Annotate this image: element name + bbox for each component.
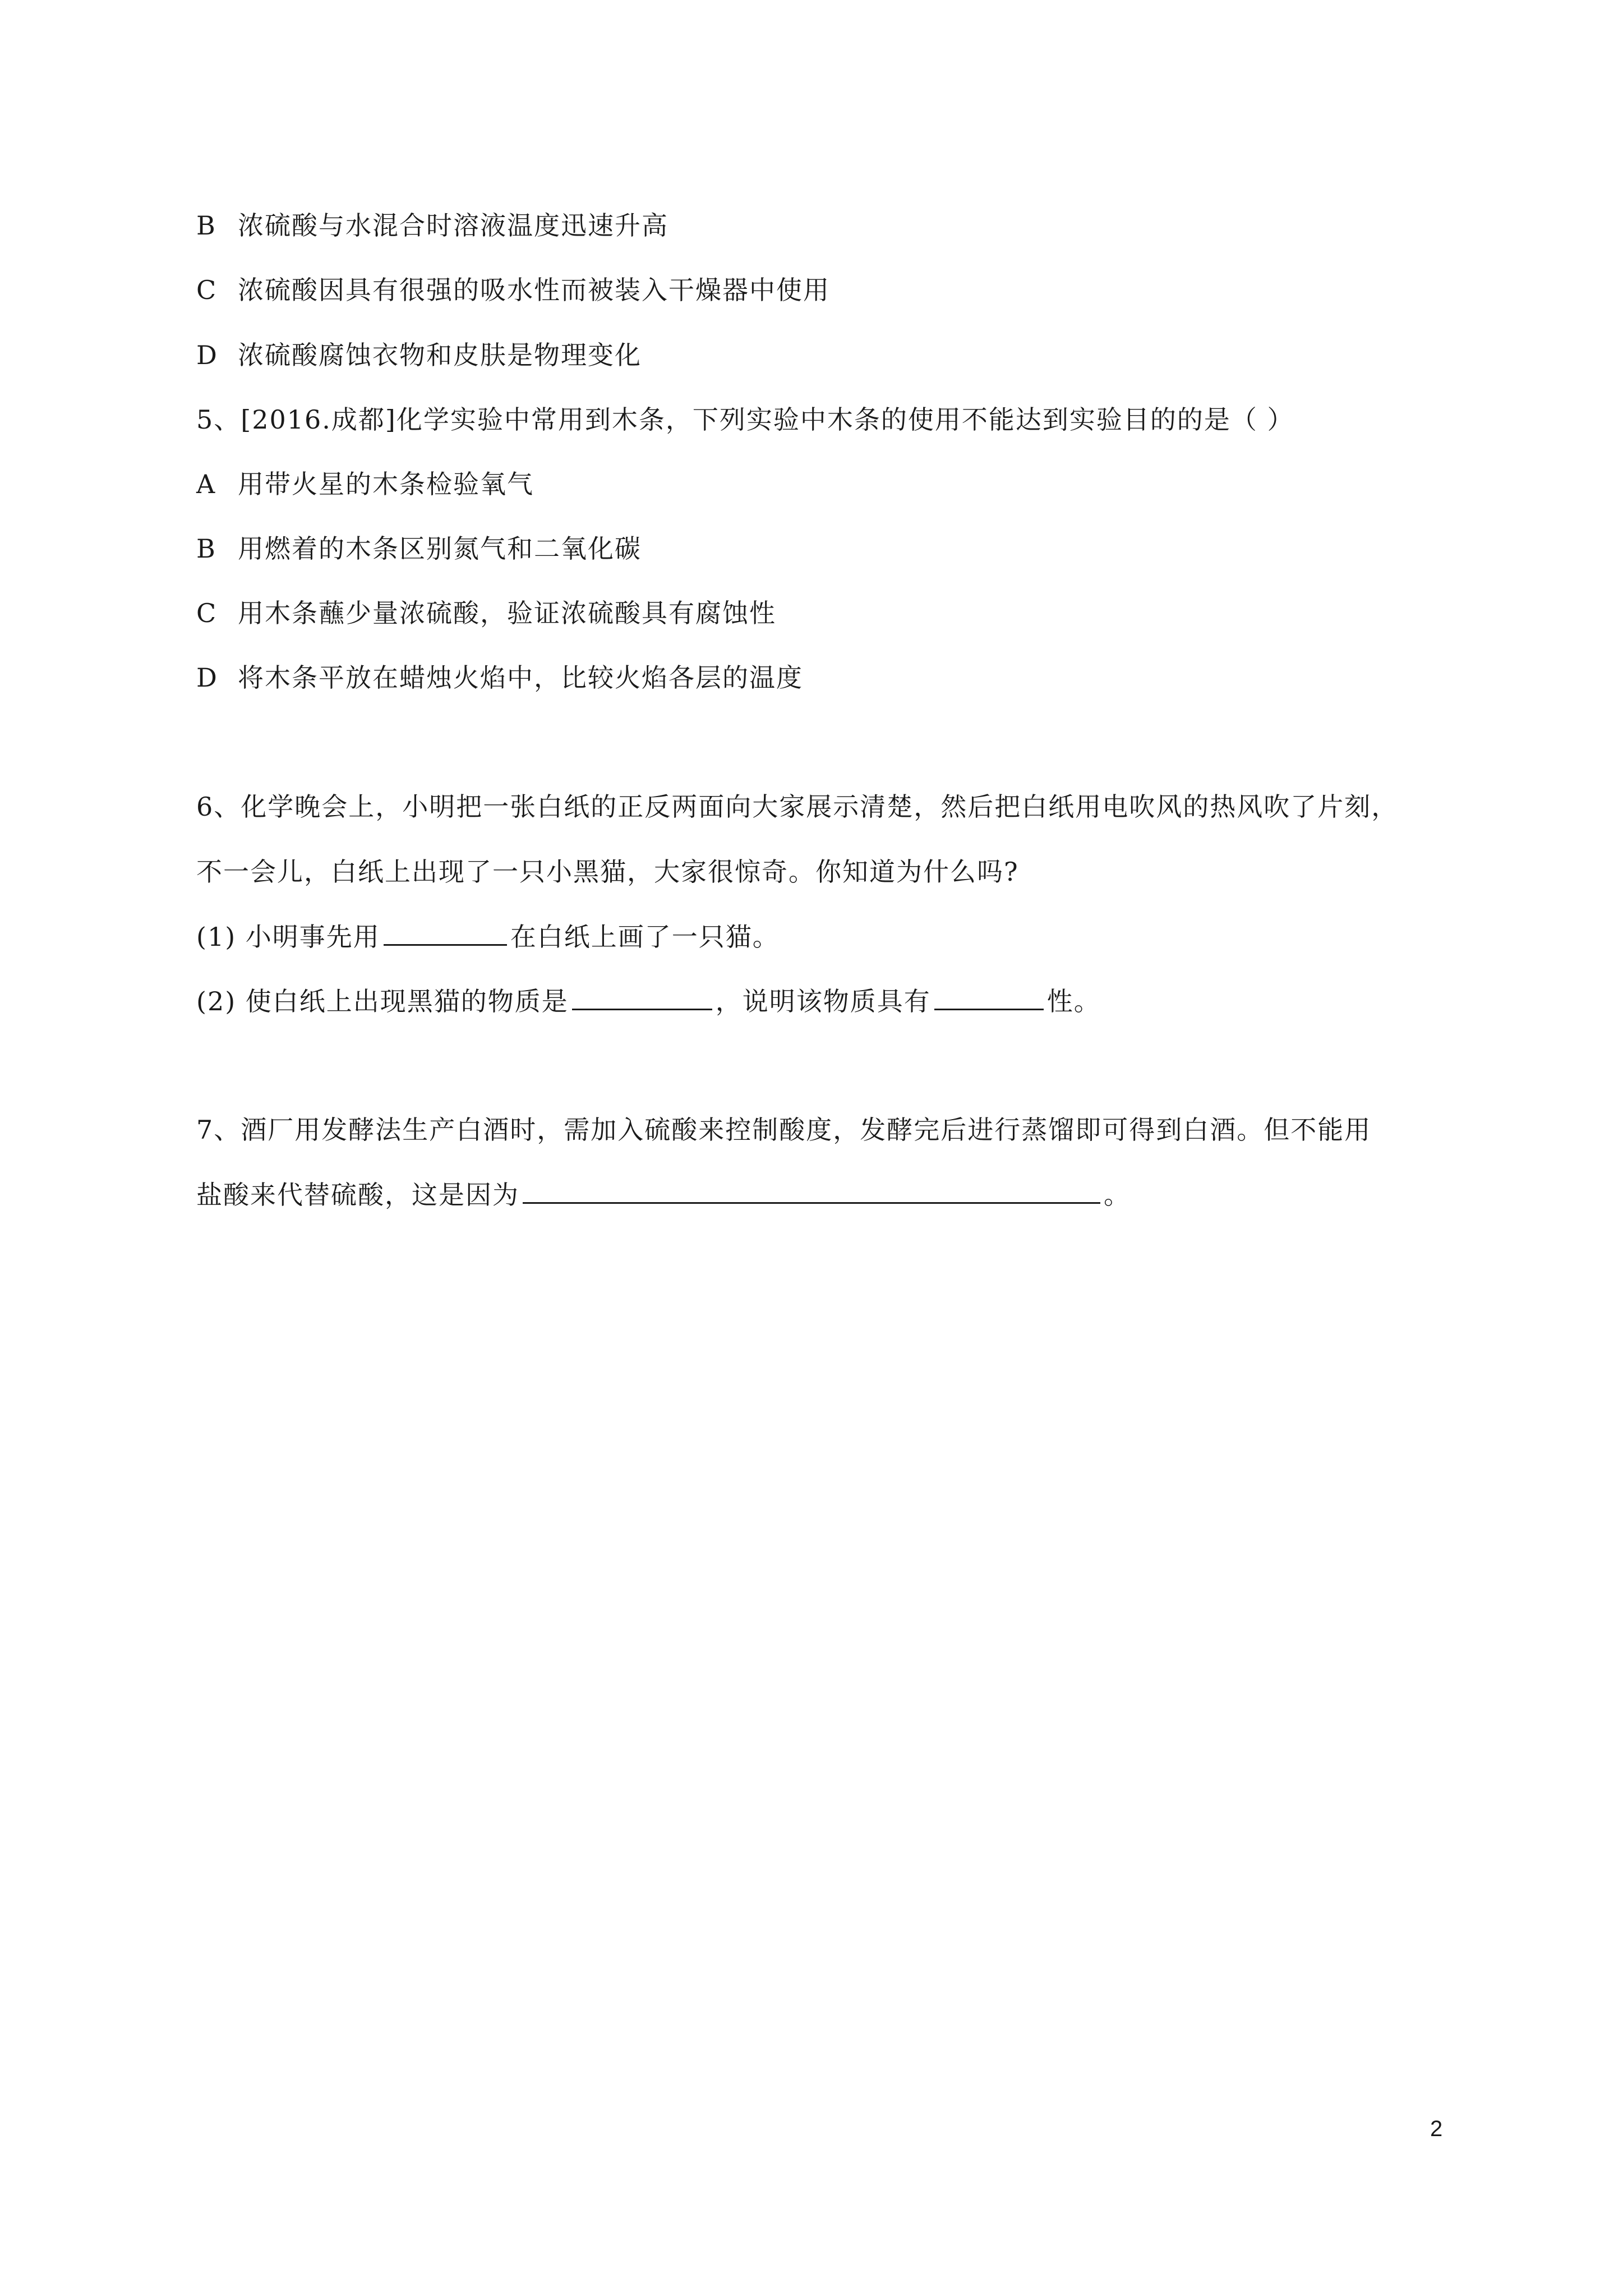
part-2-prefix: (2) 使白纸上出现黑猫的物质是 (196, 986, 569, 1016)
question-7-prefix: 盐酸来代替硫酸，这是因为 (196, 1180, 519, 1210)
option-text: 浓硫酸腐蚀衣物和皮肤是物理变化 (238, 340, 642, 370)
option-text: 浓硫酸因具有很强的吸水性而被装入干燥器中使用 (238, 275, 830, 305)
answer-blank-1[interactable] (384, 919, 507, 946)
option-letter: D (196, 340, 218, 370)
question-5-option-d (196, 661, 803, 694)
question-7-line-2 (196, 1177, 1131, 1212)
answer-blank-4[interactable] (523, 1177, 1100, 1204)
option-text: 浓硫酸与水混合时溶液温度迅速升高 (238, 210, 668, 241)
question-5-option-c (196, 596, 776, 630)
prev-option-d (196, 338, 642, 372)
answer-blank-3[interactable] (934, 984, 1044, 1010)
answer-blank-2[interactable] (572, 984, 712, 1010)
option-letter: B (196, 210, 216, 241)
question-6-part-1 (196, 919, 780, 954)
question-6-stem-line-1: 6、化学晚会上，小明把一张白纸的正反两面向大家展示清楚，然后把白纸用电吹风的热风吹了片刻， (196, 792, 1399, 822)
page-number: 2 (1430, 2116, 1443, 2141)
question-6-part-2 (196, 984, 1101, 1018)
option-letter: C (196, 275, 218, 305)
option-letter: A (196, 469, 216, 499)
option-letter: B (196, 533, 216, 564)
option-text: 用带火星的木条检验氧气 (238, 469, 534, 499)
part-2-suffix: 性。 (1046, 986, 1101, 1016)
option-text: 用木条蘸少量浓硫酸，验证浓硫酸具有腐蚀性 (238, 598, 776, 628)
question-5-option-b (196, 532, 642, 565)
question-6-stem-line-2: 不一会儿，白纸上出现了一只小黑猫，大家很惊奇。你知道为什么吗? (196, 857, 1019, 887)
option-letter: C (196, 598, 218, 628)
option-text: 将木条平放在蜡烛火焰中，比较火焰各层的温度 (238, 662, 803, 693)
prev-option-c (196, 273, 830, 307)
question-5-option-a (196, 467, 534, 501)
question-5-stem: 5、[2016.成都]化学实验中常用到木条，下列实验中木条的使用不能达到实验目的的是（ ） (196, 404, 1294, 435)
part-1-suffix: 在白纸上画了一只猫。 (510, 922, 780, 952)
option-letter: D (196, 662, 218, 693)
prev-option-b (196, 209, 668, 242)
question-7-stem-line-1: 7、酒厂用发酵法生产白酒时，需加入硫酸来控制酸度，发酵完后进行蒸馏即可得到白酒。但不能用 (196, 1115, 1372, 1145)
part-2-middle: ，说明该物质具有 (715, 986, 931, 1016)
part-1-prefix: (1) 小明事先用 (196, 922, 380, 952)
option-text: 用燃着的木条区别氮气和二氧化碳 (238, 533, 642, 564)
question-7-suffix: 。 (1104, 1180, 1131, 1210)
